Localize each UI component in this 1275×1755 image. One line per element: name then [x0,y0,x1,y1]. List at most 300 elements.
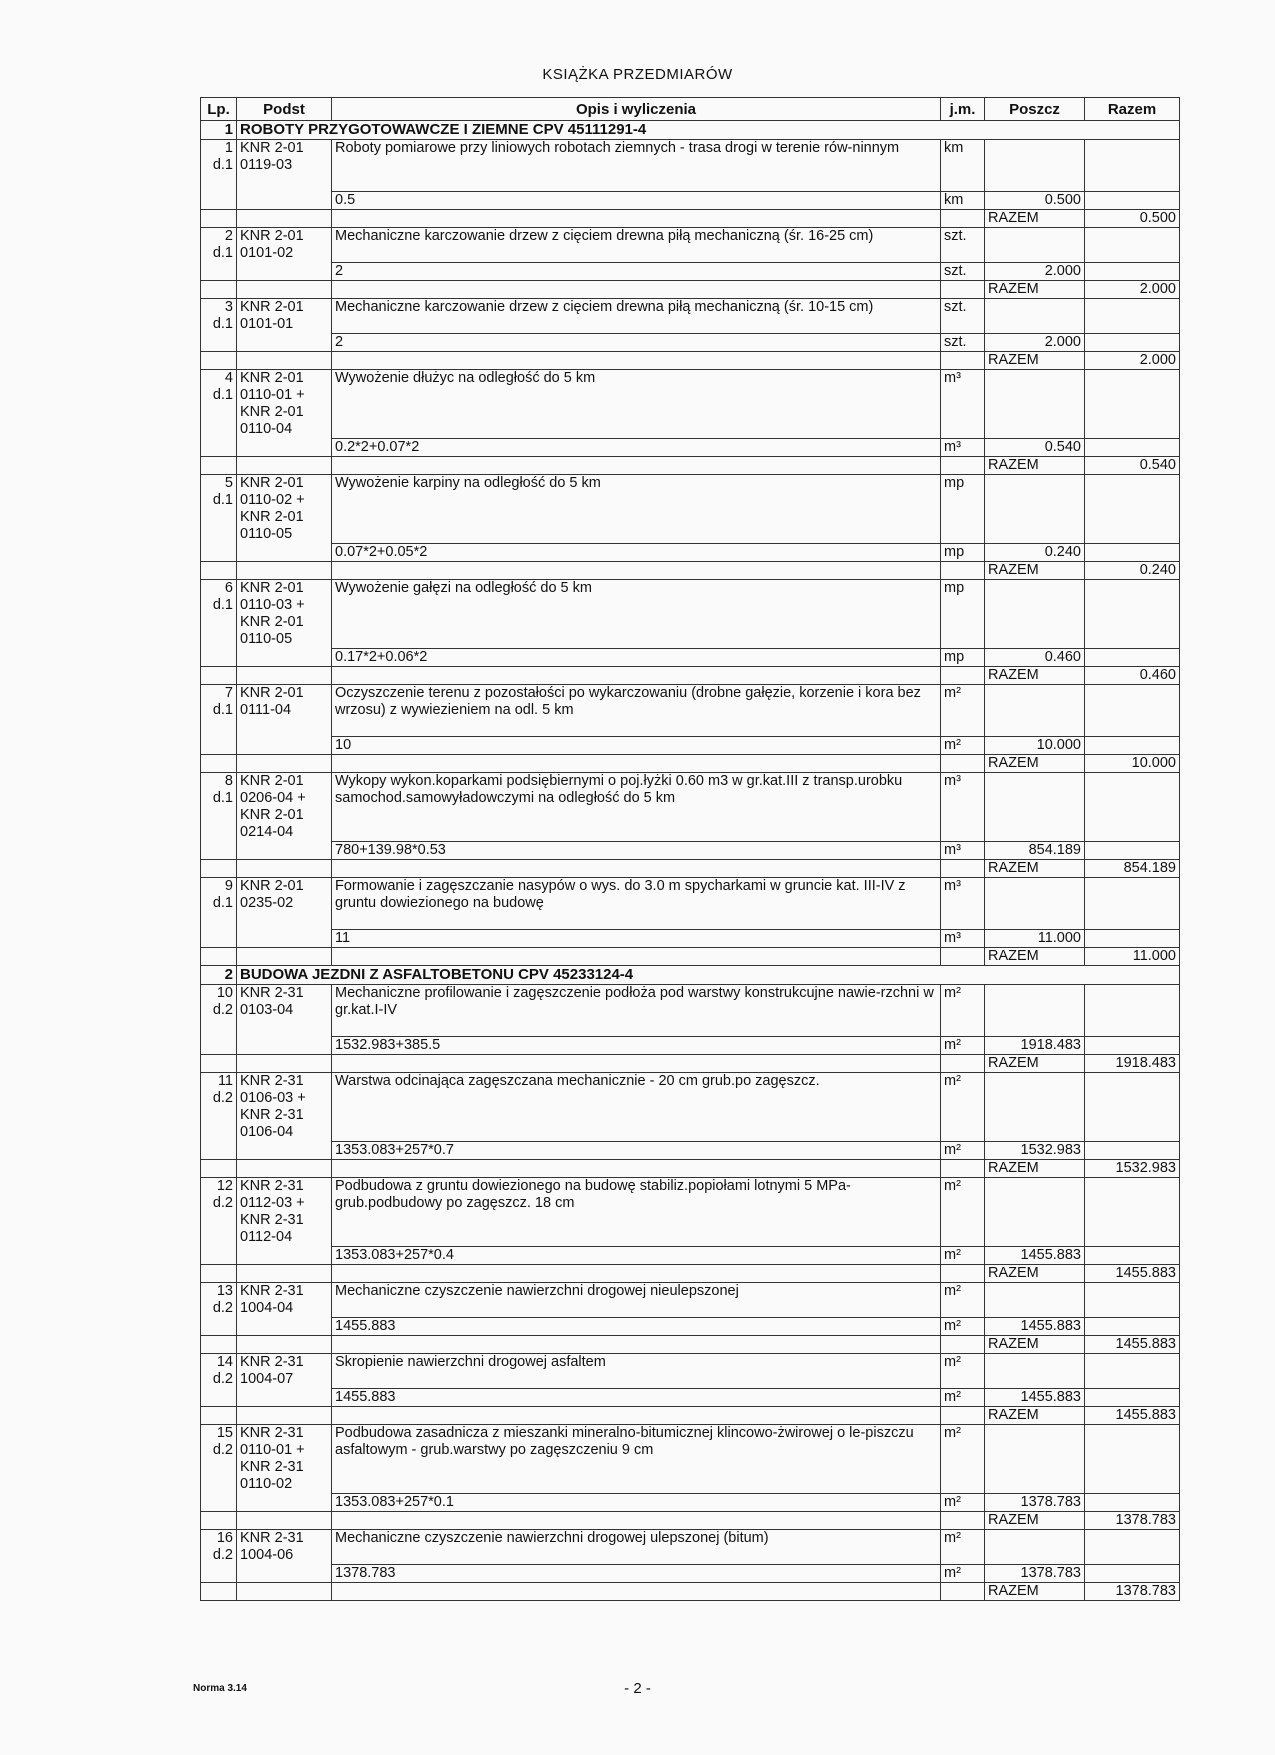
table-row-calc [201,192,1180,210]
item-lp: 13 d.2 [201,1283,237,1336]
empty-cell [1085,1283,1180,1318]
item-unit: szt. [941,228,985,263]
empty-cell [941,667,985,685]
empty-cell [332,210,941,228]
empty-cell [201,1336,237,1354]
item-razem-value: 1378.783 [1085,1512,1180,1530]
table-header-row [201,98,1180,121]
item-poszcz: 10.000 [985,737,1085,755]
item-calc: 0.17*2+0.06*2 [332,649,941,667]
item-calc-unit: m² [941,1247,985,1265]
item-poszcz: 0.460 [985,649,1085,667]
empty-cell [201,210,237,228]
item-description: Skropienie nawierzchni drogowej asfaltem [335,1354,606,1370]
empty-cell [1085,1318,1180,1336]
header-opis: Opis i wyliczenia [332,98,941,121]
item-razem-label: RAZEM [985,1055,1085,1073]
item-razem-label: RAZEM [985,755,1085,773]
item-razem-value: 1455.883 [1085,1407,1180,1425]
item-calc: 1353.083+257*0.7 [332,1142,941,1160]
empty-cell [985,1073,1085,1142]
item-razem-label: RAZEM [985,1512,1085,1530]
empty-cell [332,352,941,370]
empty-cell [237,281,332,299]
item-razem-label: RAZEM [985,457,1085,475]
item-description: Warstwa odcinająca zagęszczana mechanicznie - 20 cm grub.po zagęszcz. [335,1073,820,1089]
item-description: Podbudowa zasadnicza z mieszanki mineralno-bitumicznej klincowo-żwirowej o le-piszczu asfaltowym - grub.warstwy po zagęszczeniu 9 cm [335,1425,914,1458]
header-lp: Lp. [201,98,237,121]
item-calc: 1378.783 [332,1565,941,1583]
table-row-calc [201,1037,1180,1055]
empty-cell [985,228,1085,263]
empty-cell [1085,299,1180,334]
empty-cell [941,352,985,370]
empty-cell [332,755,941,773]
empty-cell [985,1178,1085,1247]
empty-cell [1085,439,1180,457]
empty-cell [201,562,237,580]
table-row-razem [201,1055,1180,1073]
table-row [201,1354,1180,1389]
item-razem-label: RAZEM [985,1336,1085,1354]
empty-cell [201,755,237,773]
item-description-cell [332,685,941,737]
item-poszcz: 1378.783 [985,1494,1085,1512]
item-poszcz: 0.540 [985,439,1085,457]
item-lp: 7 d.1 [201,685,237,755]
item-razem-value: 10.000 [1085,755,1180,773]
item-razem-label: RAZEM [985,1407,1085,1425]
empty-cell [1085,580,1180,649]
table-row [201,1283,1180,1318]
empty-cell [201,352,237,370]
item-calc: 0.07*2+0.05*2 [332,544,941,562]
item-lp: 15 d.2 [201,1425,237,1512]
table-row [201,475,1180,544]
item-calc-unit: m² [941,1389,985,1407]
table-row-calc [201,334,1180,352]
item-lp: 12 d.2 [201,1178,237,1265]
empty-cell [237,1336,332,1354]
item-razem-label: RAZEM [985,352,1085,370]
item-podst: KNR 2-31 1004-07 [237,1354,332,1407]
item-calc: 10 [332,737,941,755]
item-unit: km [941,140,985,192]
item-calc-unit: m² [941,1494,985,1512]
empty-cell [985,1354,1085,1389]
table-row [201,773,1180,842]
empty-cell [1085,985,1180,1037]
header-poszcz: Poszcz [985,98,1085,121]
empty-cell [332,1055,941,1073]
empty-cell [941,948,985,966]
table-row-razem [201,1512,1180,1530]
empty-cell [1085,930,1180,948]
item-unit: mp [941,475,985,544]
item-calc: 11 [332,930,941,948]
empty-cell [1085,228,1180,263]
empty-cell [985,370,1085,439]
empty-cell [237,667,332,685]
page-title: KSIĄŻKA PRZEDMIARÓW [542,66,733,83]
empty-cell [985,985,1085,1037]
item-poszcz: 854.189 [985,842,1085,860]
item-description: Oczyszczenie terenu z pozostałości po wykarczowaniu (drobne gałęzie, korzenie i kora bez wrzosu) z wywiezieniem na odl. 5 km [335,685,921,718]
item-razem-label: RAZEM [985,667,1085,685]
item-razem-value: 11.000 [1085,948,1180,966]
empty-cell [1085,475,1180,544]
empty-cell [237,352,332,370]
item-poszcz: 1455.883 [985,1318,1085,1336]
empty-cell [201,948,237,966]
empty-cell [332,1407,941,1425]
item-calc: 1353.083+257*0.4 [332,1247,941,1265]
item-razem-value: 2.000 [1085,281,1180,299]
item-poszcz: 11.000 [985,930,1085,948]
table-body [201,121,1180,1601]
item-description-cell [332,299,941,334]
empty-cell [1085,370,1180,439]
item-razem-value: 2.000 [1085,352,1180,370]
item-calc: 1455.883 [332,1318,941,1336]
empty-cell [1085,1565,1180,1583]
item-calc-unit: szt. [941,263,985,281]
header-podst: Podst [237,98,332,121]
item-lp: 6 d.1 [201,580,237,667]
bill-of-quantities-table [200,97,1180,1601]
item-unit: m² [941,685,985,737]
empty-cell [1085,1494,1180,1512]
table-row-calc [201,1247,1180,1265]
item-calc: 1353.083+257*0.1 [332,1494,941,1512]
empty-cell [1085,1425,1180,1494]
empty-cell [237,210,332,228]
empty-cell [941,281,985,299]
empty-cell [237,948,332,966]
item-unit: m³ [941,773,985,842]
table-row-razem [201,281,1180,299]
table-row-razem [201,562,1180,580]
item-calc-unit: m² [941,1318,985,1336]
empty-cell [1085,1247,1180,1265]
table-row-razem [201,1407,1180,1425]
item-razem-label: RAZEM [985,562,1085,580]
empty-cell [1085,649,1180,667]
empty-cell [1085,1142,1180,1160]
empty-cell [1085,773,1180,842]
empty-cell [201,860,237,878]
item-podst: KNR 2-01 0101-01 [237,299,332,352]
empty-cell [237,755,332,773]
item-razem-value: 1378.783 [1085,1583,1180,1601]
empty-cell [941,562,985,580]
empty-cell [941,1336,985,1354]
item-description-cell [332,1073,941,1142]
item-calc-unit: m³ [941,842,985,860]
empty-cell [237,1160,332,1178]
empty-cell [201,1265,237,1283]
item-unit: mp [941,580,985,649]
table-row-calc [201,263,1180,281]
item-podst: KNR 2-31 1004-04 [237,1283,332,1336]
item-razem-label: RAZEM [985,210,1085,228]
item-lp: 1 d.1 [201,140,237,210]
item-razem-value: 1532.983 [1085,1160,1180,1178]
empty-cell [332,1160,941,1178]
item-calc-unit: km [941,192,985,210]
item-podst: KNR 2-01 0119-03 [237,140,332,210]
empty-cell [1085,263,1180,281]
table-row-razem [201,1336,1180,1354]
item-poszcz: 1532.983 [985,1142,1085,1160]
item-calc: 0.2*2+0.07*2 [332,439,941,457]
item-razem-value: 0.540 [1085,457,1180,475]
table-row-razem [201,352,1180,370]
empty-cell [237,457,332,475]
item-description: Mechaniczne karczowanie drzew z cięciem drewna piłą mechaniczną (śr. 16-25 cm) [335,228,874,244]
table-row [201,140,1180,192]
item-razem-label: RAZEM [985,1265,1085,1283]
table-row [201,878,1180,930]
item-lp: 11 d.2 [201,1073,237,1160]
item-razem-value: 1918.483 [1085,1055,1180,1073]
section-number: 2 [201,966,237,985]
item-poszcz: 1455.883 [985,1247,1085,1265]
item-calc: 1532.983+385.5 [332,1037,941,1055]
empty-cell [985,299,1085,334]
empty-cell [941,1265,985,1283]
empty-cell [985,1425,1085,1494]
empty-cell [332,457,941,475]
item-lp: 8 d.1 [201,773,237,860]
empty-cell [1085,334,1180,352]
item-lp: 2 d.1 [201,228,237,281]
empty-cell [1085,1037,1180,1055]
empty-cell [941,1160,985,1178]
item-calc-unit: m² [941,737,985,755]
item-lp: 9 d.1 [201,878,237,948]
item-calc: 0.5 [332,192,941,210]
item-lp: 10 d.2 [201,985,237,1055]
item-poszcz: 1378.783 [985,1565,1085,1583]
item-razem-label: RAZEM [985,860,1085,878]
empty-cell [332,667,941,685]
section-row [201,121,1180,140]
item-description: Mechaniczne czyszczenie nawierzchni drogowej nieulepszonej [335,1283,739,1299]
empty-cell [332,948,941,966]
item-description-cell [332,580,941,649]
item-description: Wykopy wykon.koparkami podsiębiernymi o poj.łyżki 0.60 m3 w gr.kat.III z transp.urobku samochod.samowyładowczymi na odległość do 5 km [335,773,903,806]
table-row [201,1073,1180,1142]
item-calc-unit: m³ [941,439,985,457]
empty-cell [1085,140,1180,192]
empty-cell [237,562,332,580]
item-unit: m² [941,1354,985,1389]
table-row-razem [201,1265,1180,1283]
section-title: ROBOTY PRZYGOTOWAWCZE I ZIEMNE CPV 45111291-4 [237,121,1180,140]
item-description: Mechaniczne profilowanie i zagęszczenie podłoża pod warstwy konstrukcujne nawie-rzchni w gr.kat.I-IV [335,985,934,1018]
item-description: Roboty pomiarowe przy liniowych robotach ziemnych - trasa drogi w terenie rów-ninnym [335,140,900,156]
empty-cell [237,1512,332,1530]
empty-cell [985,140,1085,192]
empty-cell [332,562,941,580]
item-poszcz: 2.000 [985,263,1085,281]
item-unit: m² [941,1178,985,1247]
item-unit: m² [941,1283,985,1318]
item-description: Wywożenie karpiny na odległość do 5 km [335,475,601,491]
table-row-calc [201,737,1180,755]
item-razem-label: RAZEM [985,948,1085,966]
item-razem-value: 1455.883 [1085,1265,1180,1283]
item-calc: 2 [332,334,941,352]
item-podst: KNR 2-01 0206-04 + KNR 2-01 0214-04 [237,773,332,860]
item-description-cell [332,878,941,930]
empty-cell [332,1583,941,1601]
item-poszcz: 2.000 [985,334,1085,352]
empty-cell [201,1160,237,1178]
item-unit: m³ [941,370,985,439]
item-podst: KNR 2-01 0235-02 [237,878,332,948]
software-label: Norma 3.14 [193,1683,247,1694]
empty-cell [1085,878,1180,930]
item-calc-unit: m² [941,1142,985,1160]
item-podst: KNR 2-01 0101-02 [237,228,332,281]
table-row [201,299,1180,334]
item-calc-unit: m² [941,1037,985,1055]
item-description-cell [332,1530,941,1565]
item-description: Mechaniczne czyszczenie nawierzchni drogowej ulepszonej (bitum) [335,1530,769,1546]
table-row [201,228,1180,263]
table-row-razem [201,457,1180,475]
empty-cell [941,457,985,475]
item-podst: KNR 2-31 0103-04 [237,985,332,1055]
item-unit: szt. [941,299,985,334]
empty-cell [1085,1178,1180,1247]
table-row [201,580,1180,649]
table-row-calc [201,1318,1180,1336]
empty-cell [237,1265,332,1283]
table-row [201,370,1180,439]
empty-cell [1085,192,1180,210]
empty-cell [1085,1073,1180,1142]
item-razem-value: 0.500 [1085,210,1180,228]
empty-cell [201,1583,237,1601]
item-description-cell [332,1354,941,1389]
item-lp: 3 d.1 [201,299,237,352]
empty-cell [201,281,237,299]
empty-cell [941,860,985,878]
empty-cell [237,860,332,878]
empty-cell [941,755,985,773]
item-description-cell [332,370,941,439]
empty-cell [941,1407,985,1425]
empty-cell [985,685,1085,737]
empty-cell [201,1512,237,1530]
item-razem-label: RAZEM [985,1160,1085,1178]
item-lp: 14 d.2 [201,1354,237,1407]
item-razem-value: 854.189 [1085,860,1180,878]
table-row-calc [201,439,1180,457]
item-calc-unit: m² [941,1565,985,1583]
table-row-razem [201,755,1180,773]
item-podst: KNR 2-01 0111-04 [237,685,332,755]
item-calc-unit: mp [941,544,985,562]
item-razem-label: RAZEM [985,281,1085,299]
item-description: Mechaniczne karczowanie drzew z cięciem drewna piłą mechaniczną (śr. 10-15 cm) [335,299,874,315]
item-razem-value: 1455.883 [1085,1336,1180,1354]
table-row-razem [201,948,1180,966]
item-description: Wywożenie gałęzi na odległość do 5 km [335,580,592,596]
table-row-razem [201,1583,1180,1601]
table-row-calc [201,1142,1180,1160]
empty-cell [1085,544,1180,562]
table-row [201,985,1180,1037]
empty-cell [985,580,1085,649]
item-calc: 1455.883 [332,1389,941,1407]
table-row-calc [201,1494,1180,1512]
empty-cell [941,210,985,228]
item-razem-value: 0.460 [1085,667,1180,685]
empty-cell [941,1512,985,1530]
page-number: - 2 - [624,1680,651,1697]
item-calc: 2 [332,263,941,281]
item-description-cell [332,1425,941,1494]
item-calc: 780+139.98*0.53 [332,842,941,860]
empty-cell [985,1530,1085,1565]
empty-cell [1085,737,1180,755]
empty-cell [1085,1389,1180,1407]
empty-cell [237,1583,332,1601]
item-poszcz: 1455.883 [985,1389,1085,1407]
item-lp: 16 d.2 [201,1530,237,1583]
item-poszcz: 0.500 [985,192,1085,210]
item-description-cell [332,985,941,1037]
item-description-cell [332,140,941,192]
item-description: Wywożenie dłużyc na odległość do 5 km [335,370,596,386]
empty-cell [1085,1530,1180,1565]
item-podst: KNR 2-31 0110-01 + KNR 2-31 0110-02 [237,1425,332,1512]
empty-cell [332,281,941,299]
item-podst: KNR 2-31 0112-03 + KNR 2-31 0112-04 [237,1178,332,1265]
table-row [201,1178,1180,1247]
section-row [201,966,1180,985]
item-podst: KNR 2-01 0110-01 + KNR 2-01 0110-04 [237,370,332,457]
item-poszcz: 1918.483 [985,1037,1085,1055]
item-description-cell [332,773,941,842]
table-row-calc [201,1389,1180,1407]
empty-cell [985,1283,1085,1318]
empty-cell [941,1055,985,1073]
empty-cell [237,1407,332,1425]
item-description-cell [332,475,941,544]
table-row-calc [201,649,1180,667]
item-calc-unit: m³ [941,930,985,948]
table-row-calc [201,1565,1180,1583]
table-row [201,685,1180,737]
item-unit: m² [941,985,985,1037]
item-podst: KNR 2-31 0106-03 + KNR 2-31 0106-04 [237,1073,332,1160]
item-description-cell [332,1178,941,1247]
empty-cell [201,457,237,475]
empty-cell [985,475,1085,544]
empty-cell [201,667,237,685]
item-razem-label: RAZEM [985,1583,1085,1601]
item-description-cell [332,1283,941,1318]
table-row-razem [201,210,1180,228]
section-number: 1 [201,121,237,140]
table-row-calc [201,930,1180,948]
table-row-razem [201,667,1180,685]
